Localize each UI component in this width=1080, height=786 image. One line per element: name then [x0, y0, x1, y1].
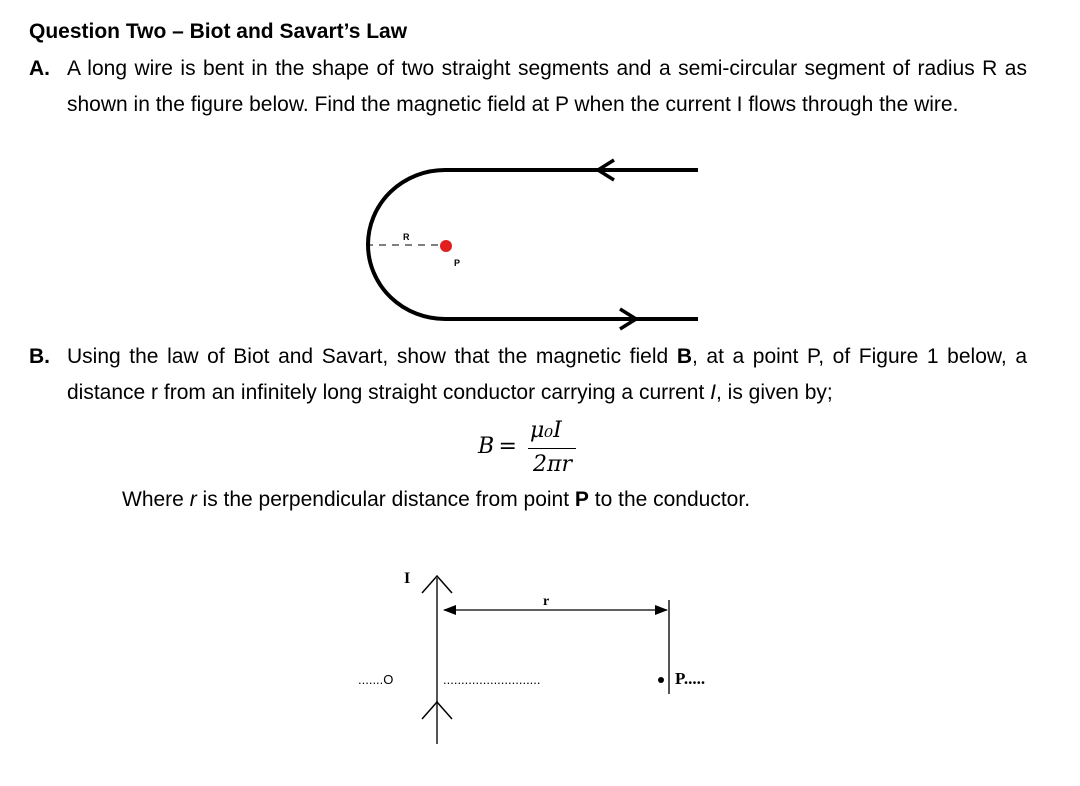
- part-b-text-1: Using the law of Biot and Savart, show that the magnetic field: [67, 345, 677, 368]
- origin-label: .......O: [358, 672, 394, 687]
- part-b-italic-i: I: [710, 380, 716, 404]
- radius-label: R: [403, 232, 410, 242]
- formula-numerator: μ₀I: [530, 418, 562, 443]
- point-p-label: P: [454, 258, 461, 268]
- part-b-text-2: , at a point P, of Figure 1 below, a distance r from an infinitely long straight conductor carrying a current: [67, 345, 1027, 404]
- where-bold-p: P: [574, 488, 589, 511]
- part-b-text-3: , is given by;: [715, 380, 833, 404]
- where-text-1: Where: [122, 488, 190, 511]
- where-italic-r: r: [189, 488, 197, 511]
- part-b-bold-b: B: [676, 345, 692, 368]
- part-b-label: B.: [29, 345, 50, 368]
- where-text-3: to the conductor.: [588, 488, 751, 511]
- current-label: I: [404, 570, 411, 587]
- distance-label: r: [543, 594, 550, 609]
- formula-lhs: B =: [478, 434, 517, 459]
- formula-denominator: 2πr: [533, 452, 572, 477]
- point-p-marker: [658, 677, 664, 683]
- distance-arrow-right-icon: [655, 605, 668, 615]
- part-a-text: A long wire is bent in the shape of two straight segments and a semi-circular segment of radius R as shown in the figure below. Find the magnetic field at P when the current I flows through the wire.: [67, 57, 1027, 116]
- question-title: Question Two – Biot and Savart’s Law: [29, 20, 408, 43]
- where-text-2: is the perpendicular distance from point: [196, 488, 575, 511]
- dotted-line: ...........................: [443, 672, 541, 687]
- point-p-label-2: P.....: [675, 669, 706, 688]
- part-a-label: A.: [29, 57, 50, 80]
- distance-arrow-left-icon: [443, 605, 456, 615]
